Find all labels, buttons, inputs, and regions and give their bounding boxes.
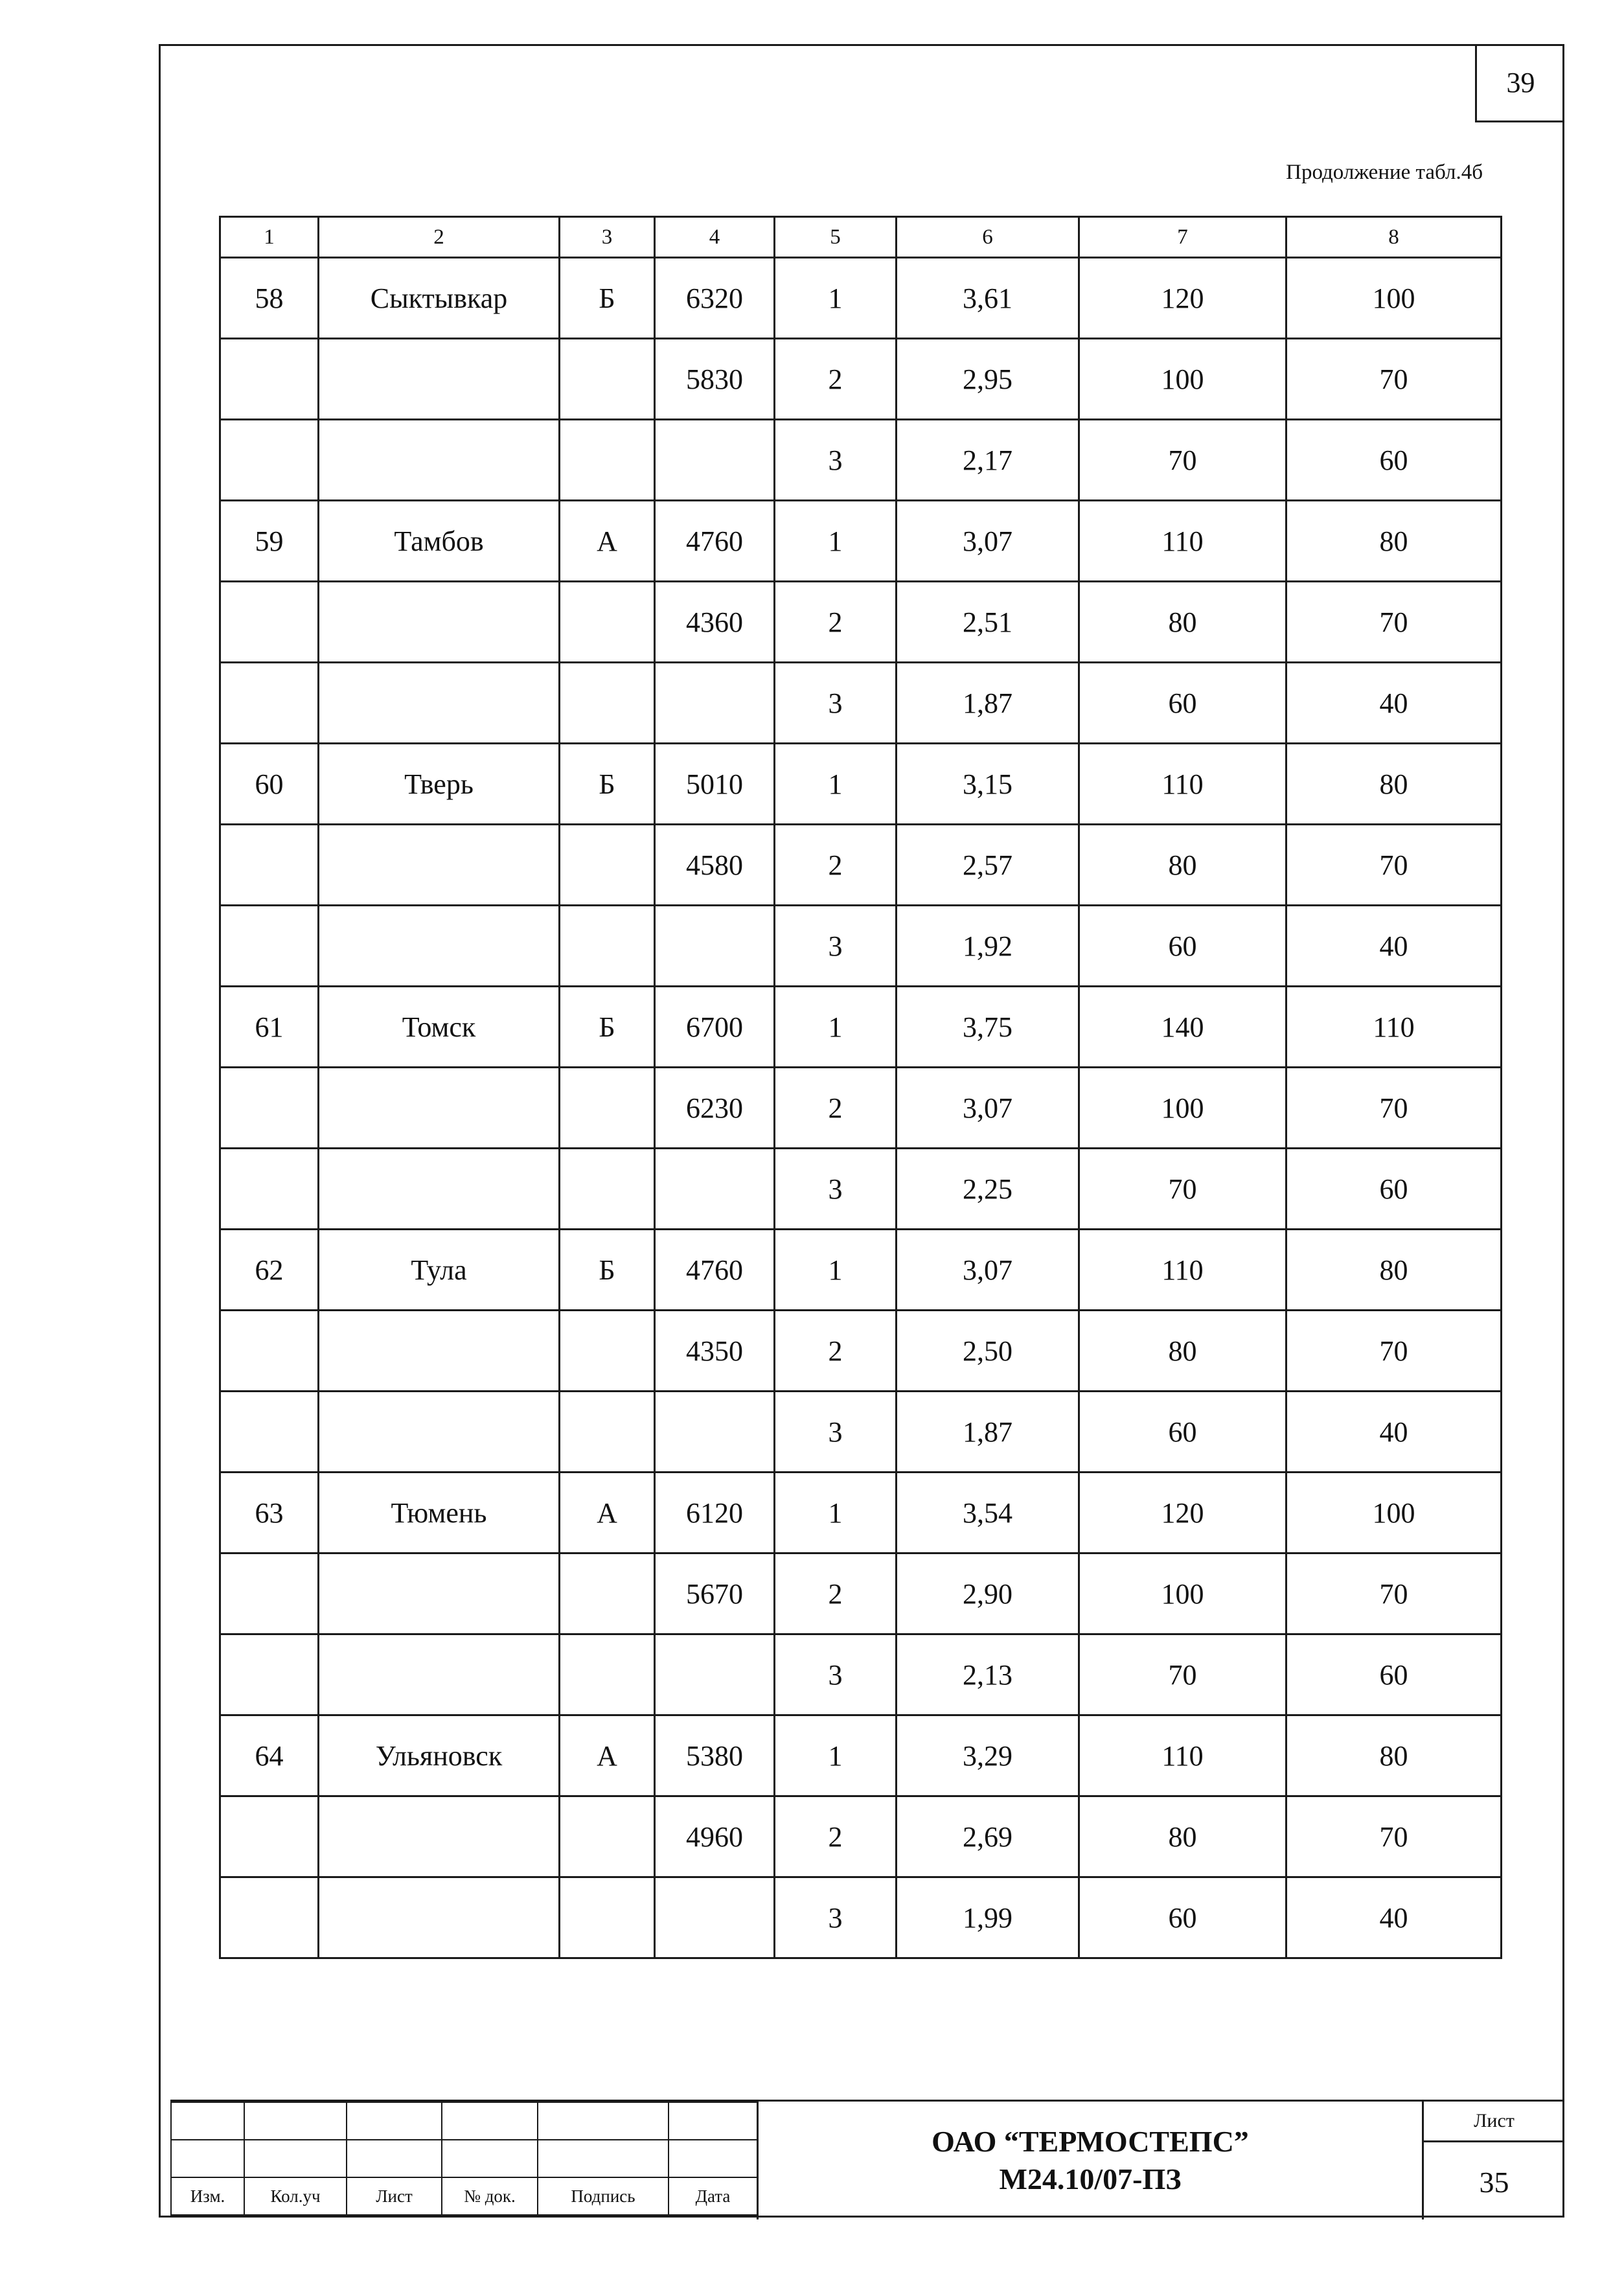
- table-cell: 3,75: [897, 987, 1079, 1068]
- table-row: [220, 744, 1502, 825]
- table-cell: 60: [1287, 420, 1502, 501]
- table-cell: 4350: [655, 1311, 775, 1392]
- table-cell: 3,29: [897, 1715, 1079, 1796]
- table-cell: 3,61: [897, 258, 1079, 339]
- table-cell: [319, 906, 560, 987]
- table-cell: [220, 906, 319, 987]
- table-continuation-label: Продолжение табл.4б: [1286, 161, 1483, 184]
- table-cell: 60: [1079, 1392, 1287, 1473]
- table-cell: 2,90: [897, 1553, 1079, 1634]
- table-cell: [220, 1311, 319, 1392]
- table-cell: 60: [220, 744, 319, 825]
- table-cell: 2: [775, 1796, 897, 1877]
- table-cell: 60: [1287, 1634, 1502, 1715]
- table-cell: [319, 1634, 560, 1715]
- data-table: [219, 216, 1502, 1959]
- table-cell: 1: [775, 1230, 897, 1311]
- table-cell: 70: [1287, 582, 1502, 663]
- table-cell: 2: [775, 339, 897, 420]
- table-cell: 58: [220, 258, 319, 339]
- table-cell: 6320: [655, 258, 775, 339]
- table-cell: 4960: [655, 1796, 775, 1877]
- document-code: М24.10/07-ПЗ: [999, 2162, 1182, 2195]
- table-cell: Тюмень: [319, 1473, 560, 1553]
- table-cell: 2: [775, 1311, 897, 1392]
- table-cell: 3: [775, 1149, 897, 1230]
- table-cell: 40: [1287, 906, 1502, 987]
- revision-col-label: Дата: [669, 2177, 757, 2215]
- table-cell: 4360: [655, 582, 775, 663]
- column-header: 3: [560, 217, 655, 258]
- table-cell: А: [560, 501, 655, 582]
- table-row: [220, 1715, 1502, 1796]
- table-cell: 4580: [655, 825, 775, 906]
- table-cell: 110: [1079, 501, 1287, 582]
- table-cell: 70: [1079, 1149, 1287, 1230]
- table-cell: [655, 1392, 775, 1473]
- table-cell: 6700: [655, 987, 775, 1068]
- table-cell: [220, 1877, 319, 1958]
- table-row: [220, 1068, 1502, 1149]
- table-cell: 100: [1079, 1553, 1287, 1634]
- table-cell: 4760: [655, 1230, 775, 1311]
- table-row: [220, 582, 1502, 663]
- table-cell: [560, 339, 655, 420]
- table-row: [220, 258, 1502, 339]
- table-cell: 40: [1287, 1877, 1502, 1958]
- revision-col-label: № док.: [442, 2177, 538, 2215]
- table-cell: Ульяновск: [319, 1715, 560, 1796]
- table-cell: 5670: [655, 1553, 775, 1634]
- table-cell: 3: [775, 1634, 897, 1715]
- table-cell: 3: [775, 1877, 897, 1958]
- table-cell: 2,51: [897, 582, 1079, 663]
- sheet-block: [1424, 2102, 1564, 2219]
- table-row: [220, 339, 1502, 420]
- table-row: [220, 1553, 1502, 1634]
- table-cell: 2,95: [897, 339, 1079, 420]
- table-cell: 70: [1079, 420, 1287, 501]
- table-cell: 40: [1287, 1392, 1502, 1473]
- table-cell: [220, 1796, 319, 1877]
- table-cell: 1: [775, 501, 897, 582]
- table-cell: 2,13: [897, 1634, 1079, 1715]
- table-cell: [319, 420, 560, 501]
- table-cell: [560, 1877, 655, 1958]
- table-cell: [560, 1553, 655, 1634]
- table-cell: [560, 825, 655, 906]
- table-cell: 120: [1079, 258, 1287, 339]
- table-cell: 1: [775, 1715, 897, 1796]
- table-cell: А: [560, 1715, 655, 1796]
- table-cell: 60: [1079, 663, 1287, 744]
- table-cell: 63: [220, 1473, 319, 1553]
- table-cell: [560, 1149, 655, 1230]
- table-cell: 4760: [655, 501, 775, 582]
- table-cell: 40: [1287, 663, 1502, 744]
- table-cell: 1,87: [897, 663, 1079, 744]
- table-cell: [319, 1392, 560, 1473]
- table-cell: 59: [220, 501, 319, 582]
- table-cell: 70: [1287, 1553, 1502, 1634]
- table-row: [220, 1634, 1502, 1715]
- table-cell: 1: [775, 258, 897, 339]
- column-header: 5: [775, 217, 897, 258]
- table-cell: [319, 1877, 560, 1958]
- table-cell: Б: [560, 1230, 655, 1311]
- table-cell: 100: [1079, 339, 1287, 420]
- table-cell: 80: [1079, 1796, 1287, 1877]
- table-cell: [560, 582, 655, 663]
- table-cell: [220, 1634, 319, 1715]
- table-cell: 1,92: [897, 906, 1079, 987]
- table-cell: [560, 663, 655, 744]
- table-cell: 2: [775, 582, 897, 663]
- table-cell: [560, 1634, 655, 1715]
- table-cell: 2,57: [897, 825, 1079, 906]
- table-cell: 80: [1287, 501, 1502, 582]
- table-cell: 1: [775, 1473, 897, 1553]
- table-cell: 70: [1287, 825, 1502, 906]
- column-header: 2: [319, 217, 560, 258]
- table-cell: [560, 1068, 655, 1149]
- table-cell: 3,15: [897, 744, 1079, 825]
- table-cell: [319, 825, 560, 906]
- table-cell: 2,25: [897, 1149, 1079, 1230]
- table-cell: 80: [1079, 582, 1287, 663]
- table-cell: [220, 582, 319, 663]
- table-cell: [220, 825, 319, 906]
- table-cell: 80: [1079, 825, 1287, 906]
- table-cell: 60: [1079, 906, 1287, 987]
- table-cell: Тула: [319, 1230, 560, 1311]
- table-cell: 3: [775, 1392, 897, 1473]
- table-cell: 3,54: [897, 1473, 1079, 1553]
- table-cell: 110: [1079, 744, 1287, 825]
- table-row: [220, 1796, 1502, 1877]
- table-cell: 62: [220, 1230, 319, 1311]
- column-header: 7: [1079, 217, 1287, 258]
- table-row: [220, 663, 1502, 744]
- table-cell: 1: [775, 744, 897, 825]
- table-row: [220, 1473, 1502, 1553]
- table-cell: 60: [1287, 1149, 1502, 1230]
- table-cell: 120: [1079, 1473, 1287, 1553]
- table-cell: [560, 1392, 655, 1473]
- table-cell: [319, 1553, 560, 1634]
- table-row: [220, 1392, 1502, 1473]
- table-cell: Тамбов: [319, 501, 560, 582]
- table-cell: [319, 1149, 560, 1230]
- table-cell: 100: [1287, 258, 1502, 339]
- table-cell: 110: [1079, 1230, 1287, 1311]
- table-cell: 2: [775, 825, 897, 906]
- table-cell: Б: [560, 987, 655, 1068]
- table-row: [220, 825, 1502, 906]
- table-row: [220, 987, 1502, 1068]
- column-header: 8: [1287, 217, 1502, 258]
- table-cell: Сыктывкар: [319, 258, 560, 339]
- table-cell: 6120: [655, 1473, 775, 1553]
- table-cell: Томск: [319, 987, 560, 1068]
- table-cell: [220, 1553, 319, 1634]
- table-cell: 110: [1287, 987, 1502, 1068]
- page-number-box: [1475, 44, 1564, 122]
- table-row: [220, 1877, 1502, 1958]
- table-row: [220, 1149, 1502, 1230]
- revision-col-label: Изм.: [171, 2177, 244, 2215]
- table-cell: 70: [1287, 1068, 1502, 1149]
- table-cell: [220, 420, 319, 501]
- table-cell: 5830: [655, 339, 775, 420]
- organization-block: [757, 2102, 1424, 2219]
- table-cell: [560, 1311, 655, 1392]
- organization-name: ОАО “ТЕРМОСТЕПС”: [932, 2125, 1249, 2158]
- table-cell: 5380: [655, 1715, 775, 1796]
- table-cell: 2: [775, 1553, 897, 1634]
- table-cell: 2,50: [897, 1311, 1079, 1392]
- table-cell: 100: [1079, 1068, 1287, 1149]
- table-cell: [655, 1149, 775, 1230]
- table-cell: [319, 1068, 560, 1149]
- revision-col-label: Подпись: [538, 2177, 669, 2215]
- column-header: 1: [220, 217, 319, 258]
- table-cell: Б: [560, 744, 655, 825]
- table-cell: А: [560, 1473, 655, 1553]
- table-cell: [319, 1311, 560, 1392]
- table-cell: 100: [1287, 1473, 1502, 1553]
- table-cell: 70: [1287, 339, 1502, 420]
- table-cell: 80: [1079, 1311, 1287, 1392]
- revision-col-label: Кол.уч: [244, 2177, 347, 2215]
- table-cell: 6230: [655, 1068, 775, 1149]
- table-cell: [319, 339, 560, 420]
- table-cell: 80: [1287, 744, 1502, 825]
- sheet-number: 35: [1479, 2165, 1509, 2199]
- table-cell: 3: [775, 420, 897, 501]
- table-row: [220, 1230, 1502, 1311]
- table-cell: [560, 420, 655, 501]
- title-block: [170, 2100, 1564, 2219]
- table-cell: 60: [1079, 1877, 1287, 1958]
- table-cell: 70: [1079, 1634, 1287, 1715]
- table-cell: 3,07: [897, 1068, 1079, 1149]
- table-cell: [319, 1796, 560, 1877]
- column-header: 6: [897, 217, 1079, 258]
- table-cell: 80: [1287, 1230, 1502, 1311]
- table-row: [220, 501, 1502, 582]
- header-row: [220, 217, 1502, 258]
- table-cell: 3: [775, 663, 897, 744]
- table-cell: [560, 1796, 655, 1877]
- sheet-label: Лист: [1424, 2102, 1564, 2142]
- table-cell: 3,07: [897, 1230, 1079, 1311]
- table-cell: 61: [220, 987, 319, 1068]
- table-cell: 1: [775, 987, 897, 1068]
- table-cell: 1,99: [897, 1877, 1079, 1958]
- table-cell: [319, 663, 560, 744]
- page-number: 39: [1506, 66, 1535, 98]
- revision-col-label: Лист: [347, 2177, 442, 2215]
- table-cell: 2,17: [897, 420, 1079, 501]
- table-cell: [319, 582, 560, 663]
- table-cell: 3,07: [897, 501, 1079, 582]
- table-cell: Б: [560, 258, 655, 339]
- table-cell: [220, 1068, 319, 1149]
- table-cell: [655, 906, 775, 987]
- table-row: [220, 1311, 1502, 1392]
- table-cell: 140: [1079, 987, 1287, 1068]
- table-cell: 70: [1287, 1796, 1502, 1877]
- table-cell: [220, 663, 319, 744]
- table-cell: [655, 1877, 775, 1958]
- table-cell: [220, 339, 319, 420]
- table-row: [220, 906, 1502, 987]
- table-cell: Тверь: [319, 744, 560, 825]
- column-header: 4: [655, 217, 775, 258]
- table-cell: 2,69: [897, 1796, 1079, 1877]
- table-cell: [220, 1149, 319, 1230]
- table-cell: [560, 906, 655, 987]
- table-row: [220, 420, 1502, 501]
- table-cell: 80: [1287, 1715, 1502, 1796]
- table-cell: 5010: [655, 744, 775, 825]
- table-cell: [655, 1634, 775, 1715]
- table-cell: [655, 420, 775, 501]
- table-cell: 1,87: [897, 1392, 1079, 1473]
- table-cell: 110: [1079, 1715, 1287, 1796]
- table-cell: 2: [775, 1068, 897, 1149]
- table-cell: [655, 663, 775, 744]
- table-cell: 64: [220, 1715, 319, 1796]
- revision-table: [170, 2102, 758, 2216]
- table-cell: 3: [775, 906, 897, 987]
- table-cell: [220, 1392, 319, 1473]
- table-cell: 70: [1287, 1311, 1502, 1392]
